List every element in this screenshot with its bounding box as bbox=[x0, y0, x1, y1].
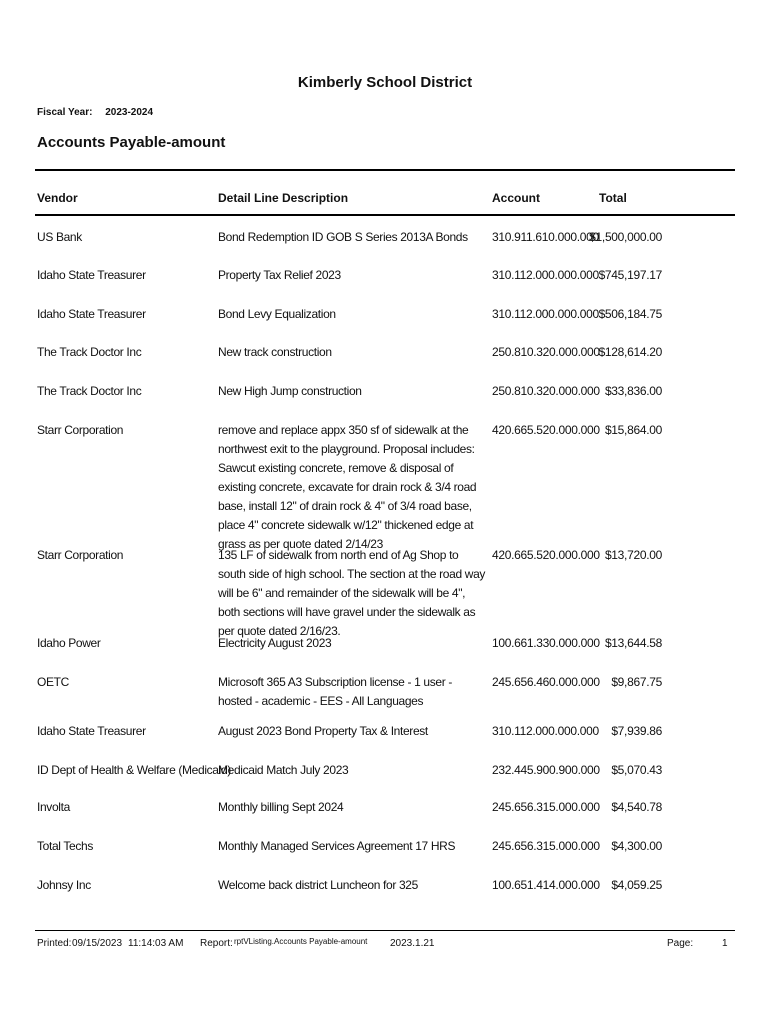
account-cell: 310.112.000.000.000 bbox=[492, 307, 599, 321]
account-cell: 245.656.460.000.000 bbox=[492, 675, 600, 689]
account-cell: 310.112.000.000.000 bbox=[492, 724, 599, 738]
total-cell: $4,540.78 bbox=[611, 800, 662, 814]
vendor-cell: Idaho State Treasurer bbox=[37, 307, 146, 321]
description-cell: 135 LF of sidewalk from north end of Ag Shop to south side of high school. The section at the road way will be 6" and remainder of the sidewalk will be 4", both sections will have gravel under the sidewalk as per quote dated 2/16/23. bbox=[218, 548, 486, 638]
column-header-description: Detail Line Description bbox=[218, 191, 349, 205]
total-cell: $13,644.58 bbox=[604, 636, 662, 650]
description-cell: remove and replace appx 350 sf of sidewalk at the northwest exit to the playground. Proposal includes: Sawcut existing concrete, remove & disposal of existing concrete, excavate for drain rock & 3/4 road base, install 12" of drain rock & 4" of 3/4 road base, place 4" concrete sidewalk w/12" thickened edge at grass as per quote dated 2/14/23 bbox=[218, 423, 477, 551]
total-cell: $5,070.43 bbox=[611, 763, 662, 777]
vendor-cell: Total Techs bbox=[37, 839, 93, 853]
fiscal-year-value: 2023-2024 bbox=[105, 107, 154, 118]
account-cell: 420.665.520.000.000 bbox=[492, 423, 600, 437]
account-cell: 310.911.610.000.000 bbox=[492, 230, 599, 244]
column-header-vendor: Vendor bbox=[37, 191, 78, 205]
account-cell: 245.656.315.000.000 bbox=[492, 839, 600, 853]
description-cell: Monthly Managed Services Agreement 17 HRS bbox=[218, 839, 456, 853]
footer-rule bbox=[35, 930, 735, 931]
printed-date: 09/15/2023 bbox=[72, 938, 123, 949]
vendor-cell: Idaho State Treasurer bbox=[37, 724, 146, 738]
total-cell: $4,300.00 bbox=[611, 839, 662, 853]
total-cell: $745,197.17 bbox=[598, 268, 662, 282]
header-top-rule bbox=[35, 169, 735, 171]
printed-label: Printed: bbox=[37, 938, 72, 949]
total-cell: $9,867.75 bbox=[611, 675, 662, 689]
vendor-cell: US Bank bbox=[37, 230, 82, 244]
total-cell: $506,184.75 bbox=[598, 307, 662, 321]
description-cell: Bond Redemption ID GOB S Series 2013A Bonds bbox=[218, 230, 468, 244]
report-title: Accounts Payable-amount bbox=[37, 134, 226, 151]
description-cell: Monthly billing Sept 2024 bbox=[218, 800, 344, 814]
vendor-cell: The Track Doctor Inc bbox=[37, 384, 142, 398]
account-cell: 250.810.320.000.000 bbox=[492, 384, 600, 398]
total-cell: $15,864.00 bbox=[604, 423, 662, 437]
fiscal-year bbox=[37, 107, 153, 118]
total-cell: $33,836.00 bbox=[604, 384, 662, 398]
district-title: Kimberly School District bbox=[297, 74, 473, 91]
description-cell: Electricity August 2023 bbox=[218, 636, 332, 650]
printed-time: 11:14:03 AM bbox=[128, 938, 184, 949]
report-label: Report: bbox=[200, 938, 233, 949]
vendor-cell: Idaho Power bbox=[37, 636, 101, 650]
vendor-cell: Involta bbox=[37, 800, 70, 814]
account-cell: 250.810.320.000.000 bbox=[492, 345, 600, 359]
vendor-cell: The Track Doctor Inc bbox=[37, 345, 142, 359]
vendor-cell: OETC bbox=[37, 675, 69, 689]
page-label: Page: bbox=[667, 938, 694, 949]
report-name: rptVListing.Accounts Payable-amount bbox=[234, 937, 368, 946]
total-cell: $13,720.00 bbox=[604, 548, 662, 562]
total-cell: $128,614.20 bbox=[598, 345, 662, 359]
description-cell: Property Tax Relief 2023 bbox=[218, 268, 341, 282]
vendor-cell: Starr Corporation bbox=[37, 548, 124, 562]
report-version: 2023.1.21 bbox=[390, 938, 435, 949]
page-number: 1 bbox=[722, 938, 728, 949]
description-cell: Microsoft 365 A3 Subscription license - 1 user - hosted - academic - EES - All Languages bbox=[218, 675, 452, 708]
vendor-cell: Starr Corporation bbox=[37, 423, 124, 437]
description-cell: Medicaid Match July 2023 bbox=[218, 763, 349, 777]
column-header-account: Account bbox=[492, 191, 540, 205]
account-cell: 232.445.900.900.000 bbox=[492, 763, 600, 777]
description-cell: Welcome back district Luncheon for 325 bbox=[218, 878, 418, 892]
header-bottom-rule bbox=[35, 214, 735, 216]
description-cell: New track construction bbox=[218, 345, 332, 359]
total-cell: $4,059.25 bbox=[611, 878, 662, 892]
column-header-total: Total bbox=[599, 191, 627, 205]
total-cell: $1,500,000.00 bbox=[589, 230, 662, 244]
account-cell: 100.651.414.000.000 bbox=[492, 878, 600, 892]
vendor-cell: Johnsy Inc bbox=[37, 878, 91, 892]
account-cell: 100.661.330.000.000 bbox=[492, 636, 600, 650]
vendor-cell: ID Dept of Health & Welfare (Medicaid) bbox=[37, 763, 231, 777]
account-cell: 245.656.315.000.000 bbox=[492, 800, 600, 814]
account-cell: 310.112.000.000.000 bbox=[492, 268, 599, 282]
description-cell: New High Jump construction bbox=[218, 384, 362, 398]
fiscal-year-label: Fiscal Year: bbox=[37, 107, 93, 118]
description-cell: August 2023 Bond Property Tax & Interest bbox=[218, 724, 428, 738]
account-cell: 420.665.520.000.000 bbox=[492, 548, 600, 562]
vendor-cell: Idaho State Treasurer bbox=[37, 268, 146, 282]
total-cell: $7,939.86 bbox=[611, 724, 662, 738]
description-cell: Bond Levy Equalization bbox=[218, 307, 336, 321]
